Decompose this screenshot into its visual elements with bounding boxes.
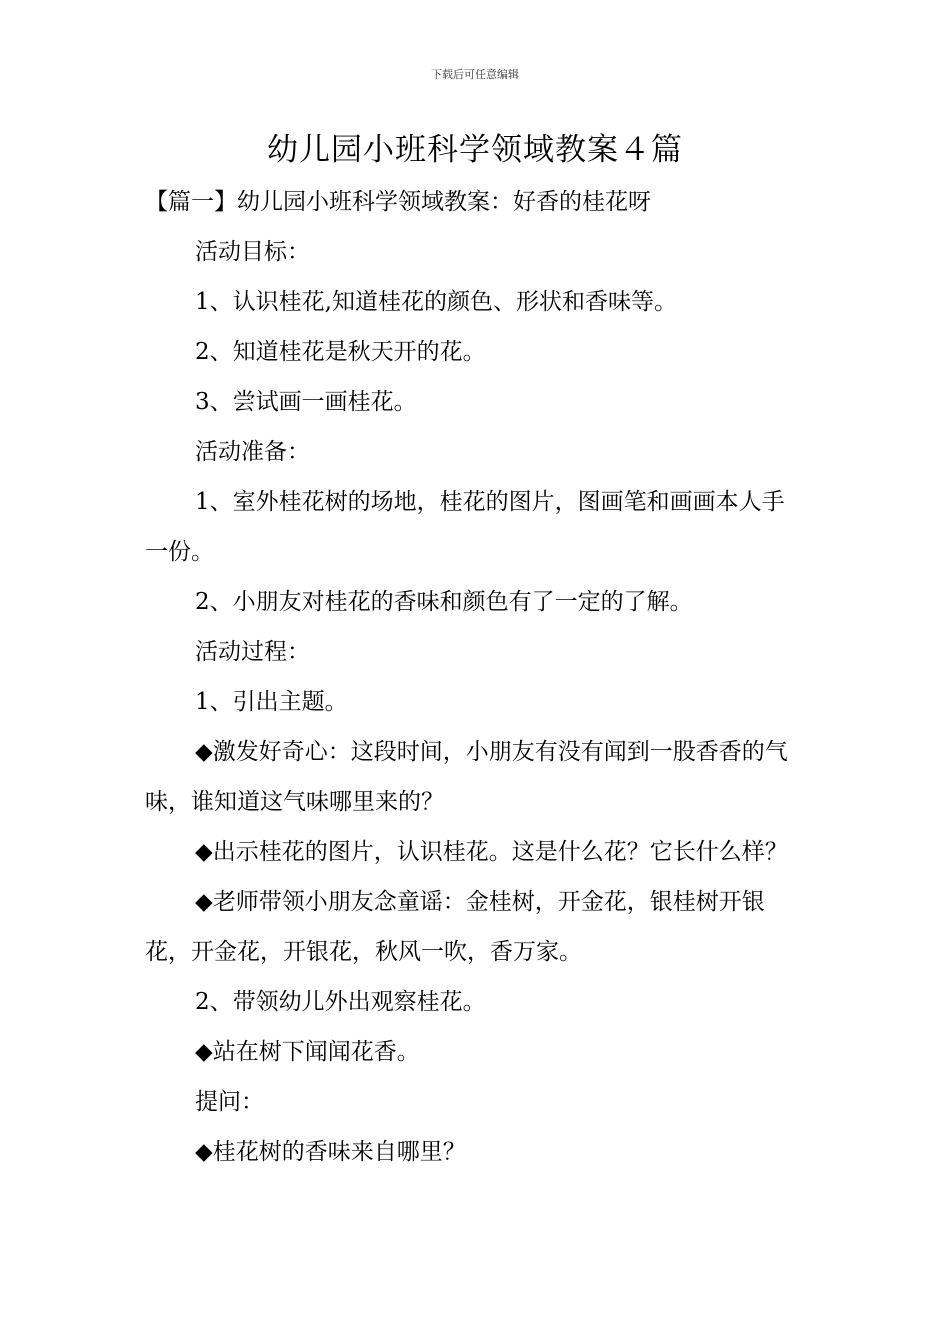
header-note: 下载后可任意编辑 [431, 68, 519, 81]
bullet-paragraph: ◆站在树下闻闻花香。 [195, 1039, 420, 1065]
document-title: 幼儿园小班科学领域教案４篇 [267, 132, 683, 168]
subheading-activity-process: 活动过程： [195, 639, 310, 665]
paragraph: 1、室外桂花树的场地，桂花的图片，图画笔和画画本人手一份。 [145, 489, 785, 565]
bullet-paragraph: ◆老师带领小朋友念童谣：金桂树，开金花，银桂树开银花，开金花，开银花，秋风一吹，香万家。 [145, 889, 765, 965]
bullet-paragraph: ◆桂花树的香味来自哪里？ [195, 1139, 466, 1165]
subheading-activity-preparation: 活动准备： [195, 439, 310, 465]
paragraph: 2、知道桂花是秋天开的花。 [195, 339, 486, 365]
subheading-activity-goals: 活动目标： [195, 239, 310, 265]
paragraph: 2、带领幼儿外出观察桂花。 [195, 989, 486, 1015]
paragraph: 提问： [195, 1089, 264, 1115]
bullet-paragraph: ◆出示桂花的图片，认识桂花。这是什么花？它长什么样？ [195, 839, 788, 865]
document-body [145, 177, 807, 1177]
paragraph: 2、小朋友对桂花的香味和颜色有了一定的了解。 [195, 589, 693, 615]
paragraph: 1、引出主题。 [195, 689, 348, 715]
paragraph: 1、认识桂花,知道桂花的颜色、形状和香味等。 [195, 289, 677, 315]
bullet-paragraph: ◆激发好奇心：这段时间，小朋友有没有闻到一股香香的气味，谁知道这气味哪里来的？ [145, 739, 788, 815]
paragraph: 3、尝试画一画桂花。 [195, 389, 417, 415]
section-heading: 【篇一】幼儿园小班科学领域教案：好香的桂花呀 [145, 189, 651, 215]
